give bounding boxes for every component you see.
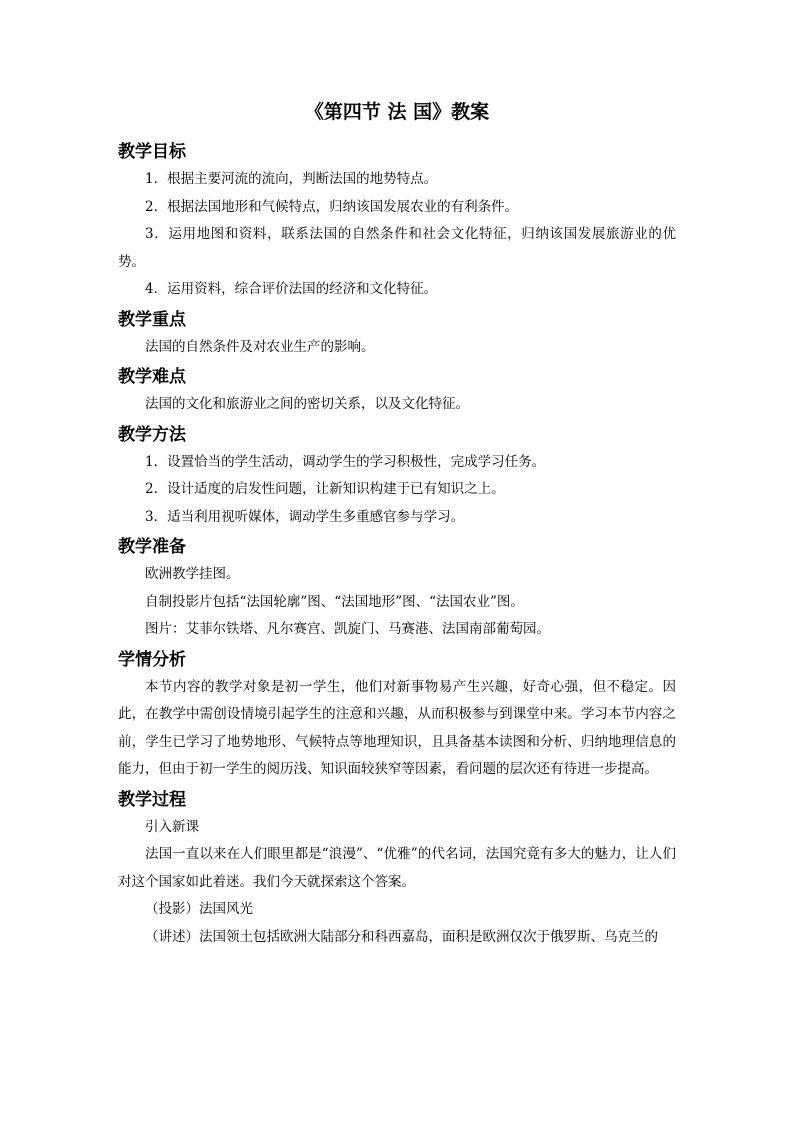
section-difficulties <box>118 363 676 419</box>
section-heading: 教学难点 <box>118 367 186 387</box>
process-item: 法国一直以来在人们眼里都是“浪漫”、“优雅”的代名词，法国究竟有多大的魅力，让人们对这个国家如此着迷。我们今天就探索这个答案。 <box>118 846 676 890</box>
objective-item: 4．运用资料，综合评价法国的经济和文化特征。 <box>145 281 438 297</box>
difficulties-text: 法国的文化和旅游业之间的密切关系，以及文化特征。 <box>145 396 469 412</box>
section-methods <box>118 421 676 532</box>
section-heading: 教学准备 <box>118 537 186 557</box>
section-heading: 教学方法 <box>118 424 186 445</box>
method-item: 1．设置恰当的学生活动，调动学生的学习积极性，完成学习任务。 <box>145 453 546 470</box>
section-preparation <box>118 533 676 644</box>
key-points-text: 法国的自然条件及对农业生产的影响。 <box>145 338 375 355</box>
preparation-item: 欧洲教学挂图。 <box>145 566 240 582</box>
method-item: 3．适当利用视听媒体，调动学生多重感官参与学习。 <box>145 508 465 525</box>
section-heading: 教学重点 <box>118 309 186 330</box>
section-heading: 学情分析 <box>118 649 186 670</box>
section-heading: 教学目标 <box>118 142 186 162</box>
section-objectives <box>118 138 676 304</box>
objective-item: 2．根据法国地形和气候特点，归纳该国发展农业的有利条件。 <box>145 198 519 215</box>
objective-item: 3．运用地图和资料，联系法国的自然条件和社会文化特征，归纳该国发展旅游业的优势。 <box>118 226 676 270</box>
process-item: （讲述）法国领土包括欧洲大陆部分和科西嘉岛，面积是欧洲仅次于俄罗斯、乌克兰的 <box>145 928 658 945</box>
document-title: 《第四节 法 国》教案 <box>304 101 490 123</box>
method-item: 2．设计适度的启发性问题，让新知识构建于已有知识之上。 <box>145 481 505 497</box>
section-process <box>118 786 676 952</box>
section-key-points <box>118 306 676 362</box>
section-heading: 教学过程 <box>118 789 186 810</box>
preparation-item: 自制投影片包括“法国轮廓”图、“法国地形”图、“法国农业”图。 <box>145 593 524 610</box>
process-item: 引入新课 <box>145 818 199 835</box>
objective-item: 1．根据主要河流的流向，判断法国的地势特点。 <box>145 171 438 187</box>
section-analysis <box>118 646 676 784</box>
process-item: （投影）法国风光 <box>145 901 253 917</box>
analysis-text: 本节内容的教学对象是初一学生，他们对新事物易产生兴趣，好奇心强，但不稳定。因此，在教学中需创设情境引起学生的注意和兴趣，从而积极参与到课堂中来。学习本节内容之前，学生已学习了地势地形、气候特点等地理知识，且具备基本读图和分析、归纳地理信息的能力，但由于初一学生的阅历浅、知识面较狭窄等因素，看问题的层次还有待进一步提高。 <box>118 678 676 777</box>
preparation-item: 图片：艾菲尔铁塔、凡尔赛宫、凯旋门、马赛港、法国南部葡萄园。 <box>145 621 550 637</box>
